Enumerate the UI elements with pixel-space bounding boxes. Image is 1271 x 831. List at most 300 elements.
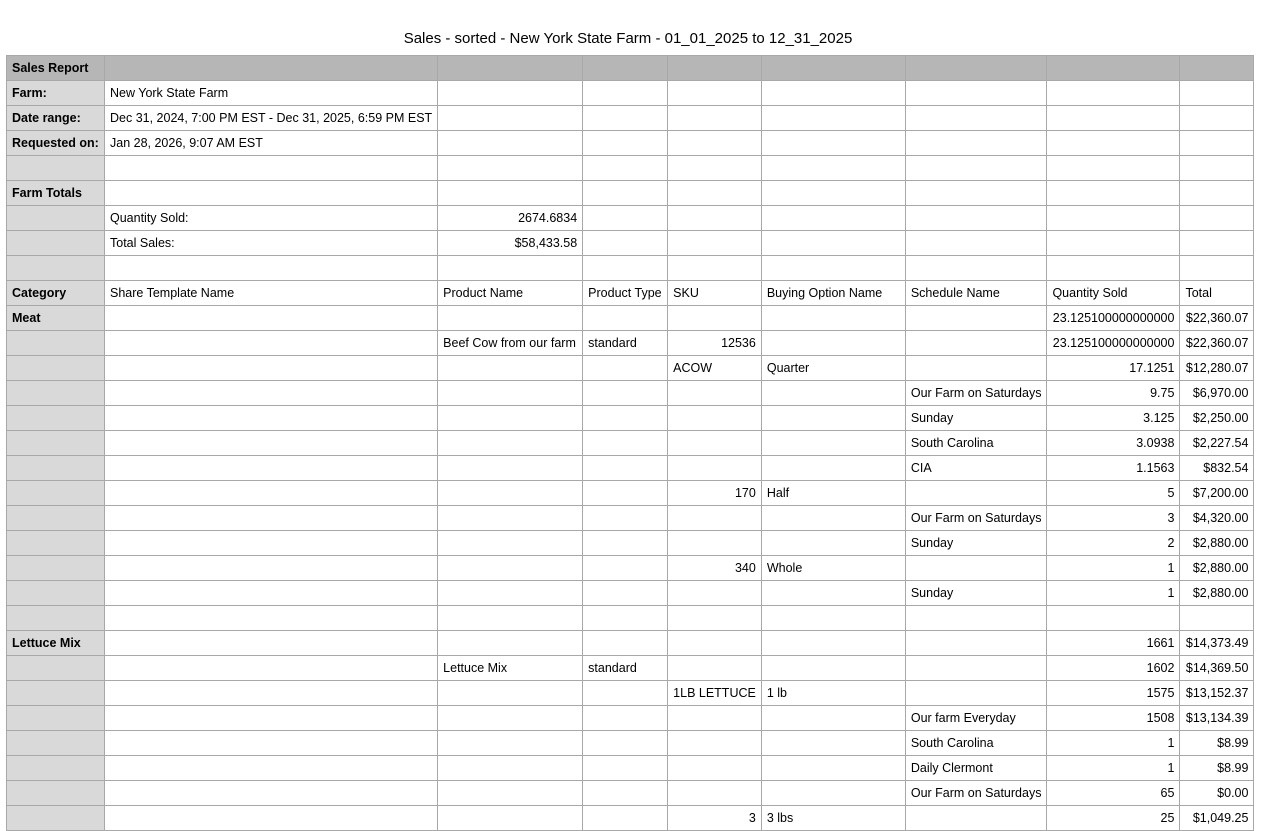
table-cell[interactable]: $2,880.00 — [1180, 556, 1254, 581]
table-cell[interactable] — [438, 306, 583, 331]
table-row — [7, 106, 1254, 131]
table-cell[interactable] — [668, 131, 762, 156]
table-cell[interactable] — [761, 781, 905, 806]
table-cell[interactable]: Daily Clermont — [905, 756, 1047, 781]
table-cell[interactable]: 1 lb — [761, 681, 905, 706]
table-cell[interactable]: $14,373.49 — [1180, 631, 1254, 656]
table-cell[interactable]: 1LB LETTUCE — [668, 681, 762, 706]
table-cell[interactable] — [438, 256, 583, 281]
report-title: Sales - sorted - New York State Farm - 01_01_2025 to 12_31_2025 — [403, 30, 853, 47]
table-cell[interactable] — [761, 606, 905, 631]
row-header-cell[interactable] — [7, 581, 105, 606]
table-cell[interactable]: 1 — [1047, 756, 1180, 781]
table-cell[interactable] — [438, 481, 583, 506]
table-cell[interactable] — [761, 231, 905, 256]
table-cell[interactable] — [905, 306, 1047, 331]
table-cell[interactable] — [905, 56, 1047, 81]
table-cell[interactable]: Product Name — [438, 281, 583, 306]
table-cell[interactable]: Lettuce Mix — [438, 656, 583, 681]
row-header-cell[interactable] — [7, 781, 105, 806]
table-cell[interactable] — [761, 131, 905, 156]
table-cell[interactable] — [905, 181, 1047, 206]
table-cell[interactable] — [905, 106, 1047, 131]
table-cell[interactable]: $8.99 — [1180, 756, 1254, 781]
table-cell[interactable]: $0.00 — [1180, 781, 1254, 806]
table-row — [7, 581, 1254, 606]
table-cell[interactable] — [438, 181, 583, 206]
table-cell[interactable] — [1180, 256, 1254, 281]
table-cell[interactable] — [1180, 56, 1254, 81]
table-cell[interactable]: 3.125 — [1047, 406, 1180, 431]
table-cell[interactable] — [761, 406, 905, 431]
table-cell[interactable]: 1 — [1047, 731, 1180, 756]
table-cell[interactable] — [438, 381, 583, 406]
table-cell[interactable] — [761, 756, 905, 781]
table-cell[interactable] — [105, 331, 438, 356]
table-cell[interactable] — [438, 606, 583, 631]
table-cell[interactable] — [105, 306, 438, 331]
table-cell[interactable] — [438, 156, 583, 181]
table-cell[interactable]: 65 — [1047, 781, 1180, 806]
table-cell[interactable]: $12,280.07 — [1180, 356, 1254, 381]
table-cell[interactable] — [1180, 131, 1254, 156]
table-cell[interactable] — [761, 456, 905, 481]
table-cell[interactable] — [105, 681, 438, 706]
table-cell[interactable] — [438, 556, 583, 581]
table-cell[interactable] — [761, 731, 905, 756]
table-cell[interactable]: 3 lbs — [761, 806, 905, 831]
table-cell[interactable] — [438, 131, 583, 156]
table-cell[interactable] — [1047, 131, 1180, 156]
table-cell[interactable] — [1047, 81, 1180, 106]
table-row — [7, 181, 1254, 206]
table-cell[interactable] — [583, 381, 668, 406]
table-cell[interactable] — [105, 806, 438, 831]
table-row — [7, 481, 1254, 506]
row-header-cell[interactable] — [7, 506, 105, 531]
row-header-cell[interactable] — [7, 531, 105, 556]
table-cell[interactable] — [1047, 606, 1180, 631]
table-cell[interactable] — [105, 431, 438, 456]
row-header-cell[interactable]: Sales Report — [7, 56, 105, 81]
table-cell[interactable] — [761, 181, 905, 206]
table-cell[interactable]: South Carolina — [905, 431, 1047, 456]
table-cell[interactable]: Half — [761, 481, 905, 506]
table-cell[interactable] — [905, 806, 1047, 831]
table-cell[interactable]: $58,433.58 — [438, 231, 583, 256]
table-cell[interactable]: New York State Farm — [105, 81, 438, 106]
table-cell[interactable]: standard — [583, 656, 668, 681]
table-cell[interactable] — [1047, 181, 1180, 206]
table-cell[interactable] — [438, 56, 583, 81]
table-cell[interactable] — [668, 231, 762, 256]
table-cell[interactable] — [105, 481, 438, 506]
table-cell[interactable] — [583, 56, 668, 81]
table-cell[interactable] — [668, 206, 762, 231]
table-cell[interactable] — [583, 456, 668, 481]
table-cell[interactable]: $2,880.00 — [1180, 531, 1254, 556]
table-cell[interactable]: 170 — [668, 481, 762, 506]
table-cell[interactable] — [105, 781, 438, 806]
table-cell[interactable] — [761, 506, 905, 531]
table-cell[interactable]: $1,049.25 — [1180, 806, 1254, 831]
table-cell[interactable] — [583, 781, 668, 806]
table-cell[interactable] — [105, 556, 438, 581]
table-cell[interactable] — [583, 531, 668, 556]
table-cell[interactable] — [105, 731, 438, 756]
row-header-cell[interactable] — [7, 431, 105, 456]
table-cell[interactable] — [905, 681, 1047, 706]
table-cell[interactable]: 340 — [668, 556, 762, 581]
table-cell[interactable]: Schedule Name — [905, 281, 1047, 306]
table-cell[interactable]: $6,970.00 — [1180, 381, 1254, 406]
table-cell[interactable]: CIA — [905, 456, 1047, 481]
table-cell[interactable] — [668, 431, 762, 456]
row-header-cell[interactable] — [7, 456, 105, 481]
row-header-cell[interactable] — [7, 556, 105, 581]
table-cell[interactable] — [1047, 106, 1180, 131]
table-cell[interactable] — [905, 231, 1047, 256]
row-header-cell[interactable]: Farm: — [7, 81, 105, 106]
table-cell[interactable] — [1180, 206, 1254, 231]
table-cell[interactable]: 23.125100000000000 — [1047, 331, 1180, 356]
table-cell[interactable] — [105, 356, 438, 381]
table-cell[interactable]: Jan 28, 2026, 9:07 AM EST — [105, 131, 438, 156]
table-cell[interactable] — [583, 731, 668, 756]
table-cell[interactable]: 23.125100000000000 — [1047, 306, 1180, 331]
table-row — [7, 281, 1254, 306]
table-row — [7, 256, 1254, 281]
table-cell[interactable]: Total — [1180, 281, 1254, 306]
table-cell[interactable] — [668, 656, 762, 681]
row-header-cell[interactable] — [7, 606, 105, 631]
table-cell[interactable] — [905, 556, 1047, 581]
table-cell[interactable] — [761, 656, 905, 681]
table-cell[interactable] — [668, 381, 762, 406]
table-cell[interactable] — [438, 581, 583, 606]
row-header-cell[interactable]: Requested on: — [7, 131, 105, 156]
table-cell[interactable]: 2674.6834 — [438, 206, 583, 231]
table-row — [7, 381, 1254, 406]
row-header-cell[interactable] — [7, 756, 105, 781]
table-cell[interactable] — [438, 731, 583, 756]
table-cell[interactable] — [1047, 231, 1180, 256]
table-cell[interactable]: 3.0938 — [1047, 431, 1180, 456]
table-cell[interactable]: 1 — [1047, 556, 1180, 581]
table-cell[interactable] — [438, 681, 583, 706]
table-cell[interactable]: 1602 — [1047, 656, 1180, 681]
table-cell[interactable]: Total Sales: — [105, 231, 438, 256]
row-header-cell[interactable]: Farm Totals — [7, 181, 105, 206]
table-cell[interactable] — [761, 431, 905, 456]
row-header-cell[interactable] — [7, 731, 105, 756]
table-cell[interactable]: $4,320.00 — [1180, 506, 1254, 531]
table-cell[interactable] — [583, 631, 668, 656]
row-header-cell[interactable] — [7, 806, 105, 831]
table-cell[interactable] — [905, 81, 1047, 106]
row-header-cell[interactable] — [7, 706, 105, 731]
table-cell[interactable]: Our farm Everyday — [905, 706, 1047, 731]
table-cell[interactable] — [761, 706, 905, 731]
table-row — [7, 356, 1254, 381]
table-cell[interactable] — [1180, 606, 1254, 631]
table-cell[interactable] — [668, 581, 762, 606]
table-cell[interactable] — [105, 706, 438, 731]
row-header-cell[interactable] — [7, 256, 105, 281]
table-cell[interactable] — [105, 181, 438, 206]
table-cell[interactable] — [105, 631, 438, 656]
table-cell[interactable] — [583, 506, 668, 531]
table-cell[interactable]: $2,227.54 — [1180, 431, 1254, 456]
table-cell[interactable] — [905, 656, 1047, 681]
table-cell[interactable] — [668, 56, 762, 81]
row-header-cell[interactable]: Meat — [7, 306, 105, 331]
table-cell[interactable] — [905, 631, 1047, 656]
table-cell[interactable] — [668, 106, 762, 131]
table-cell[interactable]: $14,369.50 — [1180, 656, 1254, 681]
table-cell[interactable] — [105, 256, 438, 281]
table-cell[interactable] — [583, 806, 668, 831]
table-cell[interactable] — [761, 531, 905, 556]
row-header-cell[interactable] — [7, 206, 105, 231]
row-header-cell[interactable] — [7, 406, 105, 431]
table-cell[interactable]: $832.54 — [1180, 456, 1254, 481]
table-cell[interactable]: $22,360.07 — [1180, 306, 1254, 331]
table-cell[interactable] — [761, 81, 905, 106]
table-cell[interactable] — [583, 206, 668, 231]
table-row — [7, 631, 1254, 656]
table-row — [7, 556, 1254, 581]
table-cell[interactable] — [583, 306, 668, 331]
table-cell[interactable] — [105, 581, 438, 606]
table-row — [7, 656, 1254, 681]
table-cell[interactable] — [583, 356, 668, 381]
table-cell[interactable] — [438, 406, 583, 431]
table-cell[interactable] — [761, 581, 905, 606]
table-row — [7, 606, 1254, 631]
table-cell[interactable]: ACOW — [668, 356, 762, 381]
table-cell[interactable] — [583, 181, 668, 206]
table-cell[interactable]: 3 — [668, 806, 762, 831]
table-cell[interactable]: Beef Cow from our farm — [438, 331, 583, 356]
table-cell[interactable]: 12536 — [668, 331, 762, 356]
table-cell[interactable]: South Carolina — [905, 731, 1047, 756]
table-cell[interactable] — [905, 131, 1047, 156]
table-cell[interactable] — [905, 356, 1047, 381]
table-cell[interactable] — [668, 406, 762, 431]
table-cell[interactable]: 1575 — [1047, 681, 1180, 706]
row-header-cell[interactable]: Date range: — [7, 106, 105, 131]
table-cell[interactable] — [761, 156, 905, 181]
table-cell[interactable]: Our Farm on Saturdays — [905, 381, 1047, 406]
table-cell[interactable] — [105, 381, 438, 406]
row-header-cell[interactable] — [7, 656, 105, 681]
table-row — [7, 206, 1254, 231]
table-cell[interactable] — [1180, 81, 1254, 106]
table-cell[interactable]: $22,360.07 — [1180, 331, 1254, 356]
table-cell[interactable] — [761, 256, 905, 281]
table-cell[interactable] — [668, 181, 762, 206]
table-cell[interactable] — [105, 656, 438, 681]
table-cell[interactable] — [583, 606, 668, 631]
table-cell[interactable]: $13,134.39 — [1180, 706, 1254, 731]
table-cell[interactable] — [105, 406, 438, 431]
table-cell[interactable] — [668, 456, 762, 481]
row-header-cell[interactable] — [7, 231, 105, 256]
table-cell[interactable] — [105, 506, 438, 531]
row-header-cell[interactable] — [7, 381, 105, 406]
table-cell[interactable]: $13,152.37 — [1180, 681, 1254, 706]
table-cell[interactable] — [905, 606, 1047, 631]
table-cell[interactable]: Share Template Name — [105, 281, 438, 306]
table-cell[interactable]: 5 — [1047, 481, 1180, 506]
table-cell[interactable]: 1.1563 — [1047, 456, 1180, 481]
table-cell[interactable] — [438, 106, 583, 131]
table-cell[interactable]: 9.75 — [1047, 381, 1180, 406]
table-cell[interactable] — [105, 756, 438, 781]
table-cell[interactable] — [105, 56, 438, 81]
table-cell[interactable] — [1180, 106, 1254, 131]
table-cell[interactable] — [438, 456, 583, 481]
table-cell[interactable] — [583, 706, 668, 731]
table-cell[interactable]: Sunday — [905, 581, 1047, 606]
table-cell[interactable]: Quarter — [761, 356, 905, 381]
table-cell[interactable]: Sunday — [905, 531, 1047, 556]
table-cell[interactable] — [583, 431, 668, 456]
table-cell[interactable] — [761, 106, 905, 131]
table-cell[interactable] — [905, 331, 1047, 356]
table-cell[interactable] — [761, 381, 905, 406]
table-cell[interactable] — [668, 256, 762, 281]
table-cell[interactable]: Sunday — [905, 406, 1047, 431]
table-cell[interactable]: Our Farm on Saturdays — [905, 781, 1047, 806]
table-cell[interactable] — [905, 481, 1047, 506]
table-cell[interactable] — [438, 806, 583, 831]
table-cell[interactable] — [668, 531, 762, 556]
table-cell[interactable] — [438, 431, 583, 456]
table-cell[interactable] — [583, 81, 668, 106]
table-cell[interactable]: $2,250.00 — [1180, 406, 1254, 431]
table-cell[interactable] — [583, 681, 668, 706]
row-header-cell[interactable] — [7, 356, 105, 381]
table-cell[interactable] — [1047, 206, 1180, 231]
table-cell[interactable] — [761, 56, 905, 81]
table-cell[interactable]: 25 — [1047, 806, 1180, 831]
table-cell[interactable]: Quantity Sold — [1047, 281, 1180, 306]
table-cell[interactable] — [438, 81, 583, 106]
table-cell[interactable] — [1180, 181, 1254, 206]
table-cell[interactable]: 17.1251 — [1047, 356, 1180, 381]
table-cell[interactable] — [905, 206, 1047, 231]
table-cell[interactable] — [668, 631, 762, 656]
table-cell[interactable]: Our Farm on Saturdays — [905, 506, 1047, 531]
row-header-cell[interactable] — [7, 681, 105, 706]
row-header-cell[interactable]: Lettuce Mix — [7, 631, 105, 656]
table-cell[interactable] — [668, 306, 762, 331]
table-cell[interactable] — [668, 731, 762, 756]
table-cell[interactable] — [583, 756, 668, 781]
table-row — [7, 331, 1254, 356]
table-cell[interactable]: $7,200.00 — [1180, 481, 1254, 506]
table-cell[interactable] — [668, 506, 762, 531]
table-cell[interactable] — [438, 706, 583, 731]
table-cell[interactable] — [105, 606, 438, 631]
table-cell[interactable] — [583, 556, 668, 581]
table-cell[interactable] — [668, 606, 762, 631]
table-cell[interactable] — [105, 456, 438, 481]
table-cell[interactable] — [668, 156, 762, 181]
table-cell[interactable] — [583, 156, 668, 181]
table-cell[interactable] — [583, 581, 668, 606]
table-cell[interactable]: Dec 31, 2024, 7:00 PM EST - Dec 31, 2025, 6:59 PM EST — [105, 106, 438, 131]
table-row — [7, 531, 1254, 556]
table-cell[interactable] — [438, 756, 583, 781]
table-cell[interactable] — [905, 156, 1047, 181]
table-cell[interactable]: standard — [583, 331, 668, 356]
table-cell[interactable] — [1047, 156, 1180, 181]
table-cell[interactable]: Whole — [761, 556, 905, 581]
table-cell[interactable]: 3 — [1047, 506, 1180, 531]
table-cell[interactable] — [583, 131, 668, 156]
table-cell[interactable]: Product Type — [583, 281, 668, 306]
table-cell[interactable]: 1 — [1047, 581, 1180, 606]
table-cell[interactable]: 1508 — [1047, 706, 1180, 731]
table-cell[interactable] — [438, 781, 583, 806]
table-cell[interactable]: 1661 — [1047, 631, 1180, 656]
table-row — [7, 406, 1254, 431]
table-cell[interactable] — [583, 256, 668, 281]
table-cell[interactable] — [438, 531, 583, 556]
table-cell[interactable] — [583, 481, 668, 506]
row-header-cell[interactable] — [7, 481, 105, 506]
table-row — [7, 806, 1254, 831]
table-cell[interactable] — [583, 406, 668, 431]
table-cell[interactable] — [761, 631, 905, 656]
table-cell[interactable] — [1047, 56, 1180, 81]
row-header-cell[interactable] — [7, 331, 105, 356]
table-cell[interactable] — [1047, 256, 1180, 281]
table-cell[interactable] — [583, 106, 668, 131]
table-cell[interactable] — [1180, 231, 1254, 256]
table-cell[interactable] — [1180, 156, 1254, 181]
table-cell[interactable] — [905, 256, 1047, 281]
table-row — [7, 681, 1254, 706]
table-cell[interactable] — [761, 206, 905, 231]
table-cell[interactable]: 2 — [1047, 531, 1180, 556]
table-cell[interactable] — [583, 231, 668, 256]
table-cell[interactable]: SKU — [668, 281, 762, 306]
table-cell[interactable] — [438, 506, 583, 531]
table-row — [7, 306, 1254, 331]
row-header-cell[interactable] — [7, 156, 105, 181]
table-cell[interactable] — [761, 306, 905, 331]
table-cell[interactable] — [668, 756, 762, 781]
table-cell[interactable] — [761, 331, 905, 356]
table-cell[interactable]: $2,880.00 — [1180, 581, 1254, 606]
table-cell[interactable] — [438, 356, 583, 381]
table-cell[interactable] — [668, 781, 762, 806]
table-cell[interactable] — [438, 631, 583, 656]
row-header-cell[interactable]: Category — [7, 281, 105, 306]
table-cell[interactable] — [105, 156, 438, 181]
table-cell[interactable] — [105, 531, 438, 556]
spreadsheet-table — [6, 55, 1254, 831]
table-cell[interactable]: $8.99 — [1180, 731, 1254, 756]
table-cell[interactable] — [668, 81, 762, 106]
table-cell[interactable]: Buying Option Name — [761, 281, 905, 306]
table-cell[interactable] — [668, 706, 762, 731]
table-cell[interactable]: Quantity Sold: — [105, 206, 438, 231]
